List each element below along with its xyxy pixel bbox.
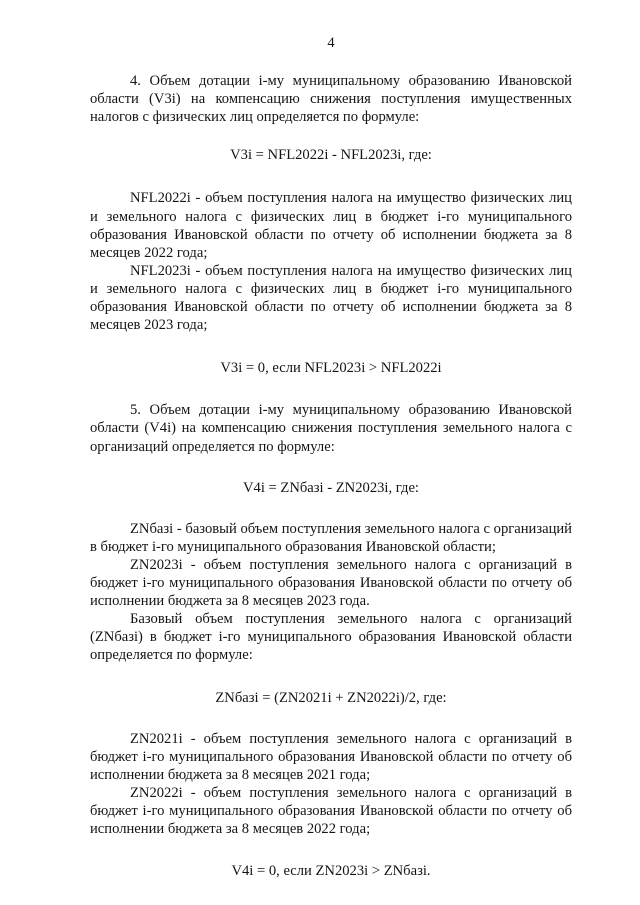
definition-nfl-2023: NFL2023i - объем поступления налога на имущество физических лиц и земельного налога с физических лиц в бюджет i-го муниципального образования Ивановской области по отчету об исполнении бюджета за 8 месяцев 2023 года;	[90, 262, 572, 334]
definition-zn-2023: ZN2023i - объем поступления земельного налога с организаций в бюджет i-го муниципального образования Ивановской области по отчету об исполнении бюджета за 8 месяцев 2023 года.	[90, 556, 572, 610]
base-volume-intro: Базовый объем поступления земельного налога с организаций (ZNбазi) в бюджет i-го муниципального образования Ивановской области определяется по формуле:	[90, 611, 573, 664]
definition-zn-baz: ZNбазi - базовый объем поступления земельного налога с организаций в бюджет i-го муниципального образования Ивановской области;	[90, 520, 572, 555]
formula-v4-zero-condition: V4i = 0, если ZN2023i > ZNбазi.	[231, 863, 431, 880]
definition-zn-2022: ZN2022i - объем поступления земельного налога с организаций в бюджет i-го муниципального образования Ивановской области по отчету об исполнении бюджета за 8 месяцев 2022 года;	[90, 784, 572, 837]
formula-v4: V4i = ZNбазi - ZN2023i, где:	[243, 479, 419, 496]
page-number: 4	[327, 35, 335, 51]
formula-zn-baz: ZNбазi = (ZN2021i + ZN2022i)/2, где:	[215, 690, 447, 707]
section-5-intro: 5. Объем дотации i-му муниципальному образованию Ивановской области (V4i) на компенсацию снижения поступления земельного налога с организаций определяется по формуле:	[90, 402, 572, 455]
definition-zn-2021: ZN2021i - объем поступления земельного налога с организаций в бюджет i-го муниципального образования Ивановской области по отчету об исполнении бюджета за 8 месяцев 2021 года;	[90, 730, 572, 783]
formula-v3-zero-condition: V3i = 0, если NFL2023i > NFL2022i	[220, 360, 442, 377]
definition-nfl-2022: NFL2022i - объем поступления налога на имущество физических лиц и земельного налога с физических лиц в бюджет i-го муниципального образования Ивановской области по отчету об исполнении бюджета за 8 месяцев 2022 года;	[90, 190, 572, 261]
formula-v3: V3i = NFL2022i - NFL2023i, где:	[230, 147, 432, 164]
section-4-intro: 4. Объем дотации i-му муниципальному образованию Ивановской области (V3i) на компенсацию снижения поступления имущественных налогов с физических лиц определяется по формуле:	[90, 73, 572, 126]
